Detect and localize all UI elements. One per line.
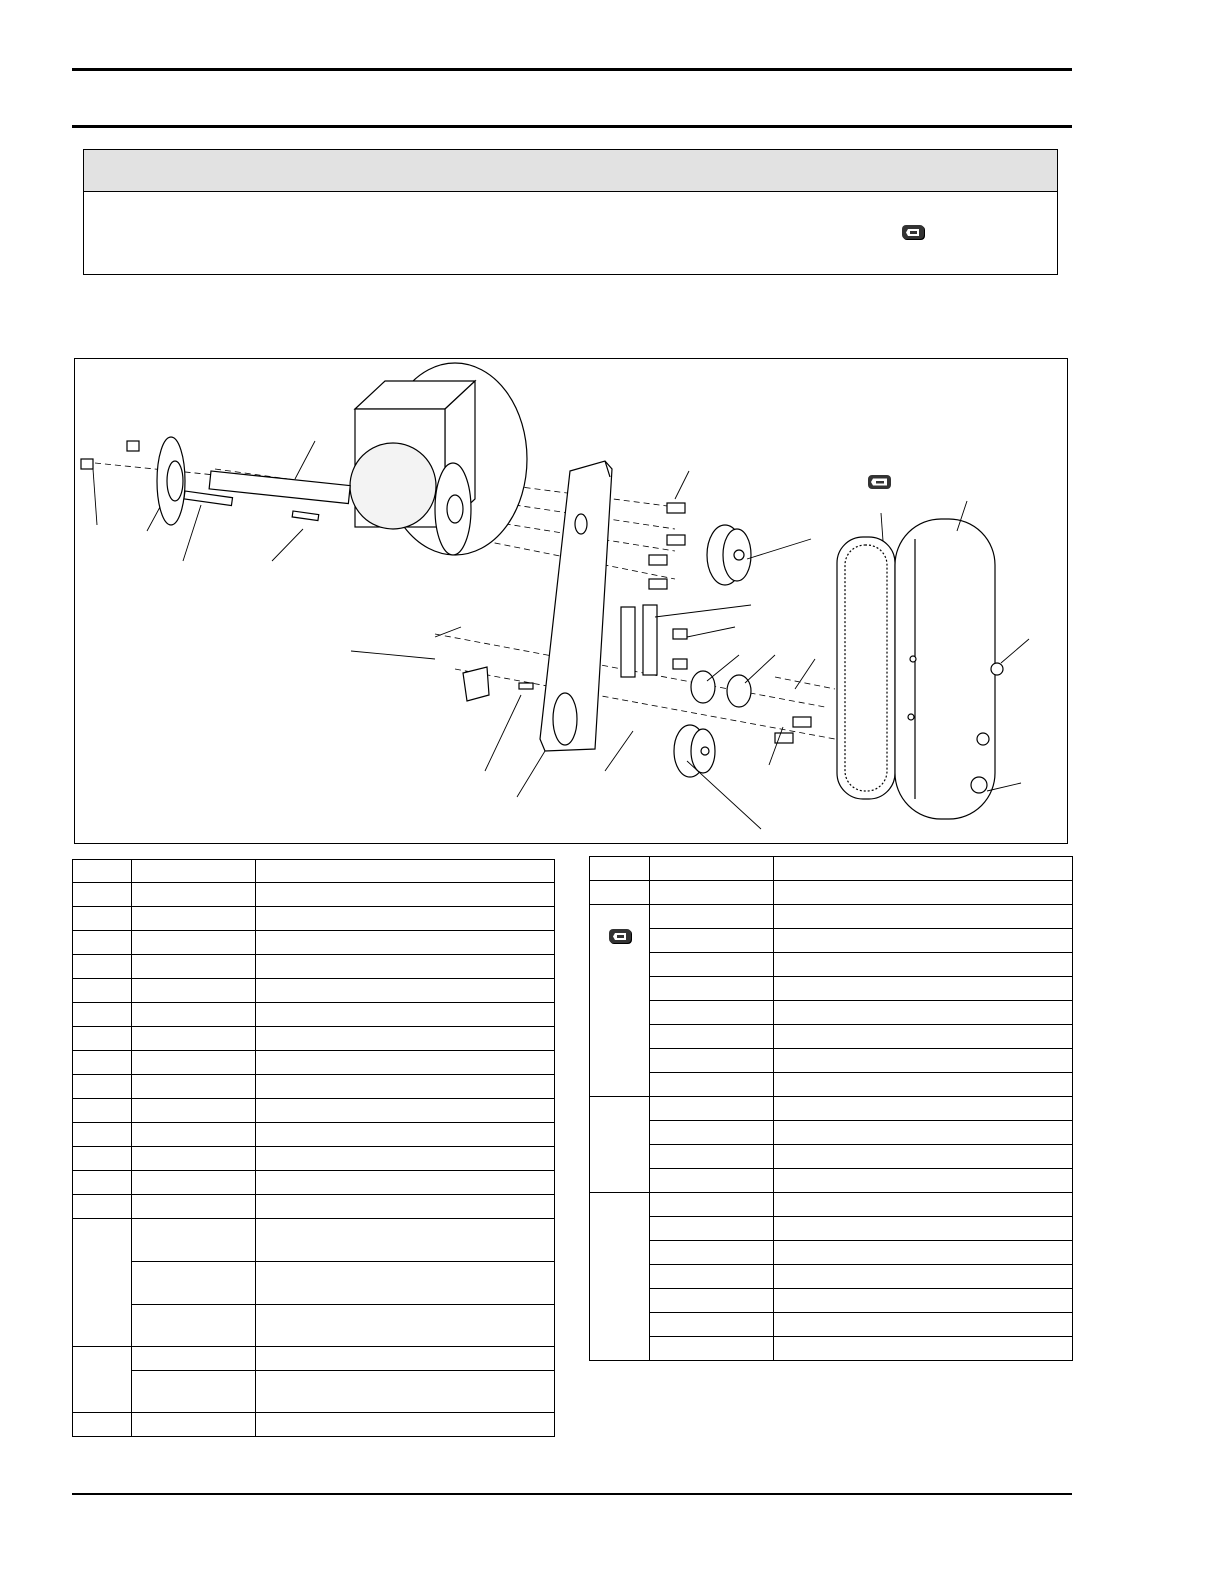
table-row xyxy=(73,1027,555,1051)
table-row xyxy=(73,1003,555,1027)
table-row xyxy=(590,1073,1073,1097)
table-row xyxy=(590,929,1073,953)
table-row xyxy=(73,907,555,931)
table-row xyxy=(590,1145,1073,1169)
pulleys xyxy=(674,525,751,777)
table-row xyxy=(590,1241,1073,1265)
shaft xyxy=(184,471,350,521)
table-row xyxy=(73,1305,555,1347)
table-row xyxy=(590,1313,1073,1337)
key-badge-icon xyxy=(902,225,924,239)
exploded-view-drawing xyxy=(75,359,1068,844)
table-row xyxy=(73,931,555,955)
table-row xyxy=(590,905,1073,929)
table-row xyxy=(590,1049,1073,1073)
gearbox xyxy=(350,363,527,555)
header-rule-bottom xyxy=(72,125,1072,128)
table-row xyxy=(73,1371,555,1413)
table-row xyxy=(590,1193,1073,1217)
notice-header xyxy=(84,150,1057,192)
key-badge-icon xyxy=(609,929,631,943)
table-row xyxy=(73,1195,555,1219)
table-row xyxy=(590,953,1073,977)
footer-rule xyxy=(72,1493,1072,1495)
table-row xyxy=(73,1099,555,1123)
flange-bearing xyxy=(81,437,185,525)
table-row xyxy=(73,1262,555,1305)
table-row xyxy=(590,1121,1073,1145)
notice-box xyxy=(83,149,1058,275)
table-row xyxy=(73,1147,555,1171)
table-row xyxy=(73,1171,555,1195)
table-row xyxy=(73,860,555,883)
table-row xyxy=(73,1347,555,1371)
table-row xyxy=(73,979,555,1003)
table-row xyxy=(590,1217,1073,1241)
belt-guard xyxy=(895,519,1003,819)
table-row xyxy=(73,1413,555,1437)
table-row xyxy=(590,1289,1073,1313)
table-row xyxy=(590,1169,1073,1193)
table-row xyxy=(590,1001,1073,1025)
table-row xyxy=(590,857,1073,881)
parts-table-right xyxy=(589,856,1073,1361)
table-row xyxy=(73,1123,555,1147)
table-row xyxy=(73,883,555,907)
table-row xyxy=(590,1025,1073,1049)
table-row xyxy=(590,1265,1073,1289)
table-row xyxy=(590,977,1073,1001)
parts-table-left xyxy=(72,859,555,1437)
table-row xyxy=(73,1219,555,1262)
table-row xyxy=(73,1051,555,1075)
table-row xyxy=(73,1075,555,1099)
exploded-view-diagram xyxy=(74,358,1068,844)
header-rule-top xyxy=(72,68,1072,71)
table-row xyxy=(590,881,1073,905)
table-row xyxy=(73,955,555,979)
table-row xyxy=(590,1097,1073,1121)
timing-belt xyxy=(837,537,895,799)
table-row xyxy=(590,1337,1073,1361)
key-badge-cell xyxy=(590,905,650,1097)
mounting-plate xyxy=(540,461,612,751)
key-badge-icon xyxy=(868,475,891,489)
